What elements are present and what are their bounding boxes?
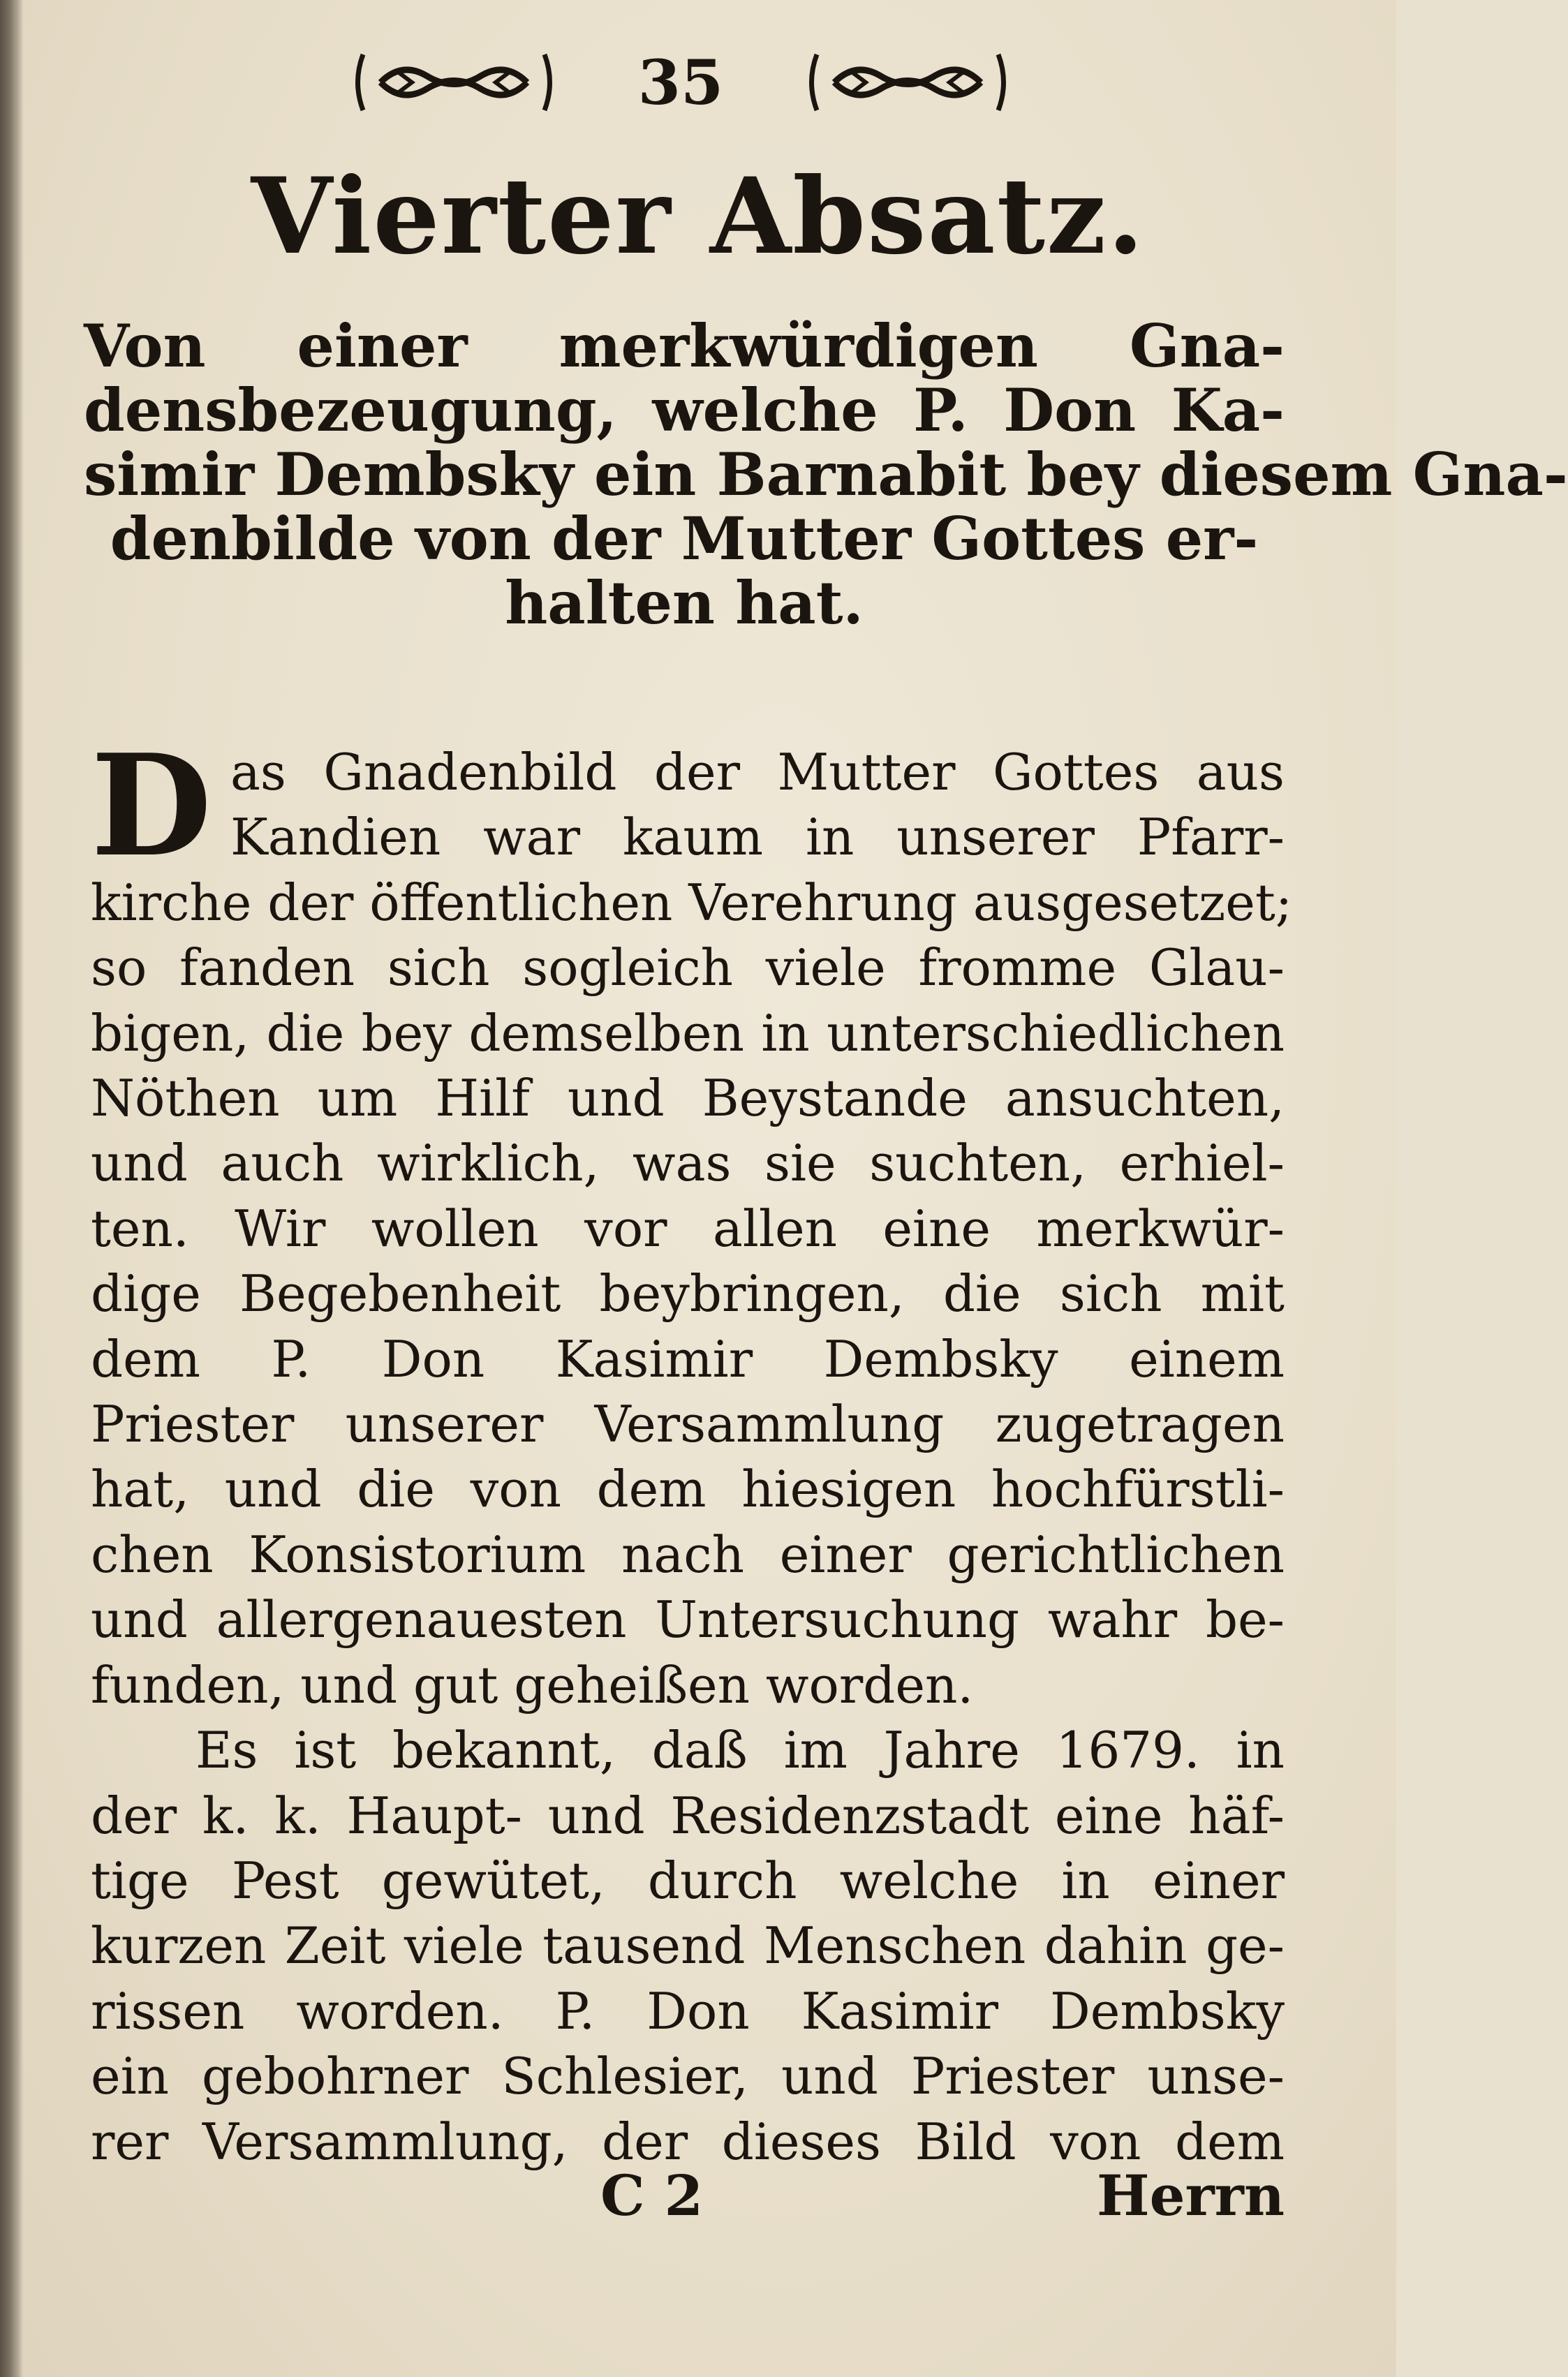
catchword: Herrn bbox=[1097, 2163, 1285, 2228]
body-line: ein gebohrner Schlesier, und Priester unse- bbox=[91, 2047, 1285, 2106]
body-line: funden, und gut geheißen worden. bbox=[91, 1655, 974, 1715]
page-footer bbox=[600, 2161, 1285, 2230]
page-number: 35 bbox=[637, 46, 724, 119]
body-line: und allergenauesten Untersuchung wahr be- bbox=[91, 1590, 1285, 1650]
body-line: rer Versammlung, der dieses Bild von dem bbox=[91, 2112, 1285, 2171]
body-line: der k. k. Haupt- und Residenzstadt eine häf- bbox=[91, 1786, 1285, 1845]
book-gutter bbox=[0, 0, 24, 2377]
body-line: tige Pest gewütet, durch welche in einer bbox=[91, 1851, 1285, 1910]
body-line: rissen worden. P. Don Kasimir Dembsky bbox=[91, 1981, 1285, 2041]
subtitle-line: simir Dembsky ein Barnabit bey diesem Gna- bbox=[84, 440, 1568, 509]
body-text bbox=[91, 724, 1293, 2175]
body-line: Priester unserer Versammlung zugetragen bbox=[91, 1395, 1285, 1454]
body-line: kirche der öffentlichen Verehrung ausgesetzet; bbox=[91, 873, 1293, 932]
subtitle-line: Von einer merkwürdigen Gna- bbox=[84, 311, 1285, 380]
body-line: so fanden sich sogleich viele fromme Glau- bbox=[91, 938, 1285, 998]
signature-mark: C 2 bbox=[600, 2163, 704, 2228]
right-ornament bbox=[803, 44, 1012, 121]
body-line: dige Begebenheit beybringen, die sich mit bbox=[91, 1264, 1285, 1324]
body-line: Kandien war kaum in unserer Pfarr- bbox=[230, 808, 1285, 867]
body-line: chen Konsistorium nach einer gerichtlichen bbox=[91, 1525, 1285, 1584]
subtitle-line: halten hat. bbox=[505, 568, 864, 637]
subtitle-line: densbezeugung, welche P. Don Ka- bbox=[84, 376, 1285, 445]
left-ornament bbox=[349, 44, 559, 121]
body-line: hat, und die von dem hiesigen hochfürstli- bbox=[91, 1460, 1285, 1519]
body-line: Nöthen um Hilf und Beystande ansuchten, bbox=[91, 1069, 1285, 1128]
body-line: Es ist bekannt, daß im Jahre 1679. in bbox=[195, 1721, 1285, 1780]
section-subtitle bbox=[84, 311, 1568, 637]
body-line: und auch wirklich, was sie suchten, erhiel- bbox=[91, 1134, 1285, 1193]
subtitle-line: denbilde von der Mutter Gottes er- bbox=[110, 504, 1259, 573]
body-line: bigen, die bey demselben in unterschiedlichen bbox=[91, 1003, 1285, 1062]
body-line: dem P. Don Kasimir Dembsky einem bbox=[91, 1329, 1285, 1389]
body-line: kurzen Zeit viele tausend Menschen dahin ge- bbox=[91, 1916, 1285, 1976]
body-line: ten. Wir wollen vor allen eine merkwür- bbox=[91, 1199, 1285, 1258]
page-header bbox=[349, 40, 1012, 124]
drop-cap: D bbox=[91, 724, 212, 888]
body-line: as Gnadenbild der Mutter Gottes aus bbox=[230, 743, 1285, 801]
section-heading: Vierter Absatz. bbox=[251, 155, 1146, 278]
